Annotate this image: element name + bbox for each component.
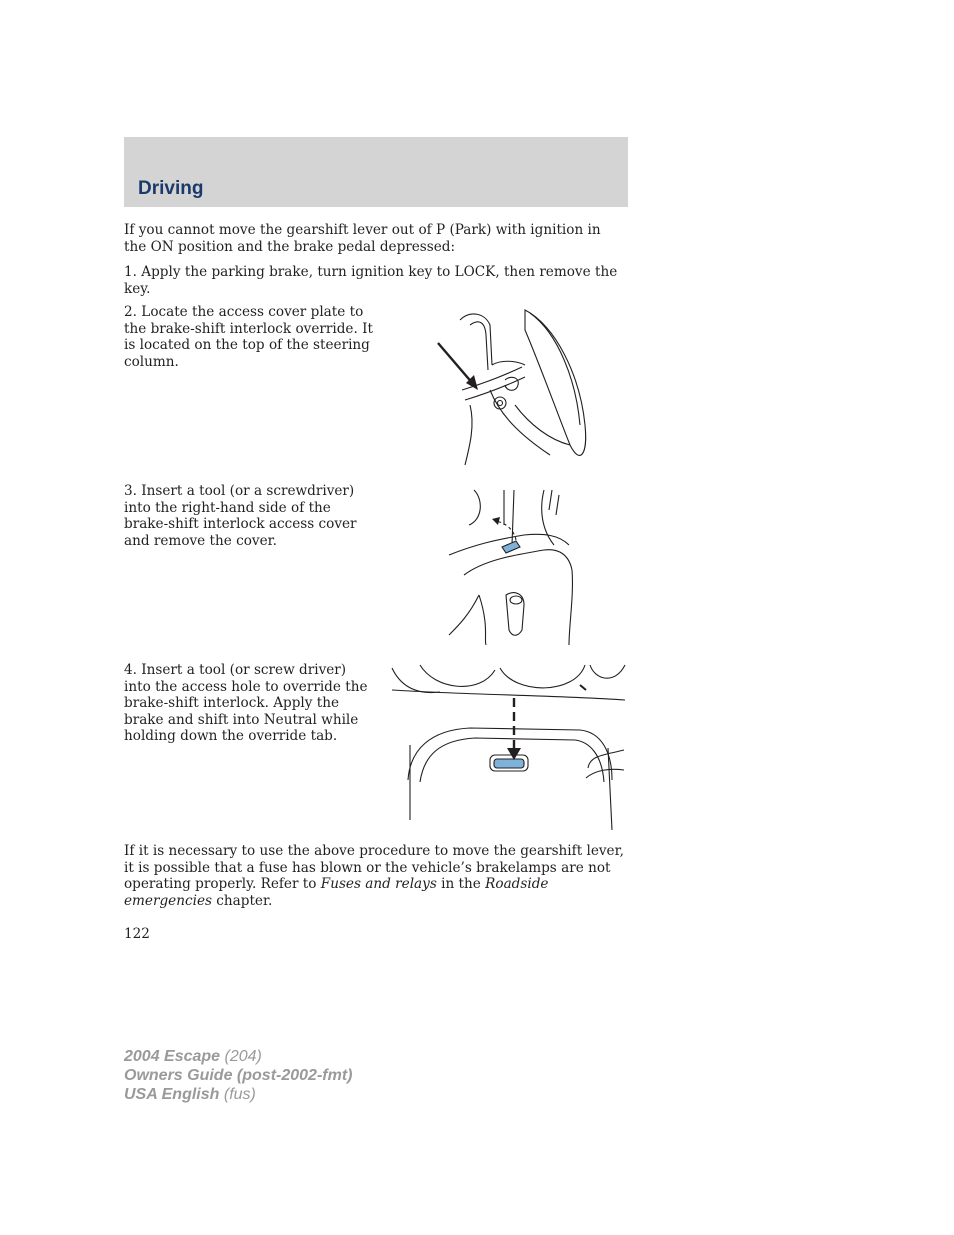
step-3-paragraph: 3. Insert a tool (or a screwdriver) into the right-hand side of the brake-shift interlock access cover and remove the cover. (124, 483, 357, 549)
footer-guide: Owners Guide (post-2002-fmt) (124, 1067, 353, 1084)
section-title: Driving (138, 178, 204, 199)
override-hole-illustration (390, 660, 628, 830)
fuses-and-relays-reference: Fuses and relays (320, 876, 437, 892)
page-number: 122 (124, 926, 150, 942)
intro-paragraph: If you cannot move the gearshift lever out of P (Park) with ignition in the ON position and the brake pedal depressed: (124, 222, 601, 255)
closing-text-2: in the (436, 876, 486, 892)
steering-column-illustration (430, 305, 590, 470)
step-4-paragraph: 4. Insert a tool (or screw driver) into the access hole to override the brake-shift interlock. Apply the brake and shift into Neutral while holding down the override tab. (124, 662, 368, 744)
access-cover-highlight (502, 541, 520, 553)
footer-model-code: (204) (220, 1048, 262, 1065)
closing-text-1: If it is necessary to use the above procedure to move the gearshift lever, it is possible that a fuse has blown or the vehicle’s brakelamps are not operating properly. Refer to (124, 843, 624, 892)
section-header-band (124, 137, 628, 207)
footer-language-code: (fus) (219, 1086, 256, 1103)
step-1-paragraph: 1. Apply the parking brake, turn ignition key to LOCK, then remove the key. (124, 264, 618, 297)
step-2-paragraph: 2. Locate the access cover plate to the brake-shift interlock override. It is located on the top of the steering column. (124, 304, 373, 370)
footer-model: 2004 Escape (124, 1048, 221, 1065)
document-footer (124, 1047, 352, 1104)
closing-paragraph (124, 843, 624, 909)
footer-language: USA English (124, 1086, 220, 1103)
access-cover-illustration (444, 485, 584, 645)
closing-text-3: chapter. (211, 892, 273, 909)
roadside-emergencies-reference: Roadside emergencies (124, 876, 549, 909)
